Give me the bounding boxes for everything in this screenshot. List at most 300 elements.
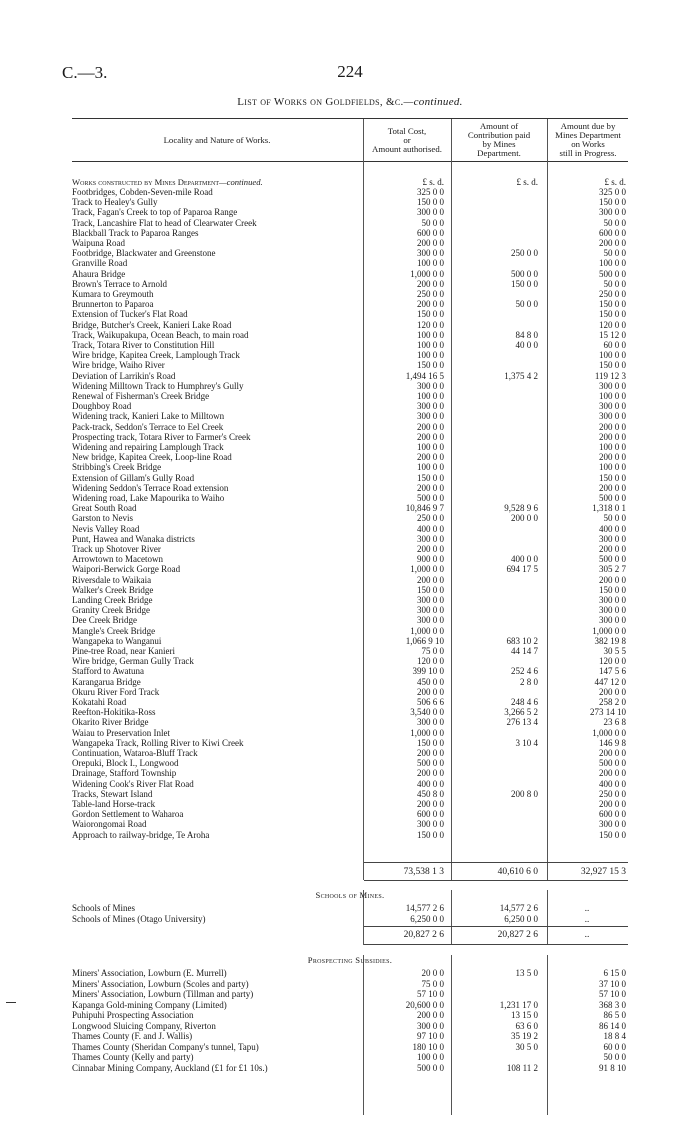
total-cost-cell: 400 0 0	[417, 778, 444, 789]
contribution-cell: 50 0 0	[515, 299, 538, 310]
locality-cell: Garston to Nevis	[72, 513, 133, 524]
section1-row	[72, 615, 628, 625]
contribution-cell: 44 14 7	[511, 646, 538, 656]
section1-row	[72, 483, 628, 493]
amount-due-cell: 50 0 0	[603, 1052, 626, 1062]
locality-cell: Widening Seddon's Terrace Road extension	[72, 482, 229, 493]
section3-row	[72, 1042, 628, 1052]
amount-due-cell: 100 0 0	[599, 442, 626, 452]
page-number: 224	[337, 62, 363, 81]
locality-cell: Gordon Settlement to Waharoa	[72, 809, 184, 820]
locality-cell: Track up Shotover River	[72, 544, 161, 554]
section3-row	[72, 1021, 628, 1031]
schools-total-contribution: 20,827 2 6	[497, 930, 538, 940]
amount-due-cell: 300 0 0	[599, 411, 626, 422]
total-cost-cell: 1,494 16 5	[405, 370, 444, 381]
locality-cell: Track, Lancashire Flat to head of Clearwater Creek	[72, 217, 257, 228]
locality-cell: Extension of Tucker's Flat Road	[72, 309, 188, 320]
locality-cell: Riversdale to Waikaia	[72, 574, 152, 585]
total-cost-cell: 150 0 0	[417, 360, 444, 371]
total-cost-cell: 20 0 0	[421, 968, 444, 978]
section1-row	[72, 666, 628, 676]
amount-due-cell: 200 0 0	[599, 452, 626, 463]
works-total-contribution: 40,610 6 0	[497, 867, 538, 877]
total-cost-cell: 100 0 0	[417, 442, 444, 452]
section1-row	[72, 677, 628, 687]
amount-due-cell: 50 0 0	[603, 217, 626, 228]
section1-row	[72, 626, 628, 636]
section1-row	[72, 228, 628, 238]
section1-row	[72, 340, 628, 350]
locality-cell: Footbridge, Blackwater and Greenstone	[72, 248, 216, 259]
total-cost-cell: 100 0 0	[417, 340, 444, 350]
amount-due-cell: 15 12 0	[599, 329, 626, 340]
amount-due-cell: 30 5 5	[603, 646, 626, 656]
section1-row	[72, 197, 628, 207]
contribution-cell: 40 0 0	[515, 340, 538, 350]
total-cost-cell: 120 0 0	[417, 656, 444, 667]
amount-due-cell: 200 0 0	[599, 421, 626, 432]
lsd-header-row	[72, 177, 628, 187]
section2-row	[72, 903, 628, 913]
section1-row	[72, 748, 628, 758]
total-cost-cell: 100 0 0	[417, 462, 444, 473]
locality-cell: Widening road, Lake Mapourika to Waiho	[72, 493, 225, 503]
amount-due-cell: 18 8 4	[603, 1031, 626, 1041]
amount-due-cell: 200 0 0	[599, 574, 626, 585]
locality-cell: Blackball Track to Paparoa Ranges	[72, 227, 199, 238]
total-cost-cell: 150 0 0	[417, 309, 444, 320]
total-cost-cell: 500 0 0	[417, 758, 444, 769]
contribution-cell: 250 0 0	[511, 248, 538, 259]
total-cost-cell: 200 0 0	[417, 482, 444, 493]
section3-row	[72, 1031, 628, 1041]
title-main: List of Works on Goldfields, &c.	[237, 96, 404, 108]
section1-row	[72, 646, 628, 656]
amount-due-cell: 50 0 0	[603, 248, 626, 259]
section1-row	[72, 422, 628, 432]
amount-due-cell: 147 5 6	[599, 666, 626, 677]
total-cost-cell: 1,000 0 0	[410, 625, 444, 636]
section1-row	[72, 728, 628, 738]
amount-due-cell: 250 0 0	[599, 289, 626, 299]
section1-row	[72, 564, 628, 574]
section3-row	[72, 989, 628, 999]
contribution-cell: 150 0 0	[511, 278, 538, 289]
total-cost-cell: 300 0 0	[417, 717, 444, 728]
amount-due-cell: 300 0 0	[599, 605, 626, 616]
section1-row	[72, 738, 628, 748]
section1-row	[72, 697, 628, 707]
total-cost-cell: 300 0 0	[417, 605, 444, 616]
locality-cell: Bridge, Butcher's Creek, Kanieri Lake Road	[72, 319, 232, 330]
amount-due-cell: 86 14 0	[599, 1020, 626, 1031]
contribution-cell: 9,528 9 6	[504, 503, 538, 514]
contribution-cell: 35 19 2	[511, 1031, 538, 1041]
total-cost-cell: 200 0 0	[417, 238, 444, 248]
lsd-header: £ s. d.	[604, 177, 626, 187]
total-cost-cell: 100 0 0	[417, 391, 444, 401]
total-cost-cell: 97 10 0	[417, 1031, 444, 1041]
section3-row	[72, 1052, 628, 1062]
locality-cell: New bridge, Kapitea Creek, Loop-line Road	[72, 452, 232, 463]
locality-cell: Pack-track, Seddon's Terrace to Eel Creek	[72, 421, 224, 432]
amount-due-cell: 120 0 0	[599, 656, 626, 667]
section1-row	[72, 360, 628, 370]
section1-row	[72, 819, 628, 829]
amount-due-cell: 200 0 0	[599, 768, 626, 779]
locality-cell: Table-land Horse-track	[72, 799, 156, 809]
section1-row	[72, 207, 628, 217]
locality-cell: Footbridges, Cobden-Seven-mile Road	[72, 187, 213, 197]
locality-cell: Thames County (F. and J. Wallis)	[72, 1031, 193, 1041]
section1-row	[72, 758, 628, 768]
section1-row	[72, 432, 628, 442]
section1-row	[72, 779, 628, 789]
section1-row	[72, 799, 628, 809]
contribution-cell: 6,250 0 0	[504, 913, 538, 924]
locality-cell: Miners' Association, Lowburn (Tillman and party)	[72, 989, 254, 999]
contribution-cell: 200 8 0	[511, 788, 538, 799]
amount-due-cell: 500 0 0	[599, 493, 626, 503]
contribution-cell: 2 8 0	[520, 676, 538, 687]
title-continued: —continued.	[403, 96, 463, 108]
total-cost-cell: 3,540 0 0	[410, 707, 444, 718]
total-cost-cell: 180 10 0	[412, 1041, 444, 1052]
total-cost-cell: 200 0 0	[417, 544, 444, 554]
locality-cell: Stribbing's Creek Bridge	[72, 462, 162, 473]
total-cost-cell: 14,577 2 6	[405, 903, 444, 913]
total-cost-cell: 500 0 0	[417, 493, 444, 503]
total-cost-cell: 75 0 0	[421, 646, 444, 656]
section1-row	[72, 391, 628, 401]
locality-cell: Wire bridge, Waiho River	[72, 360, 165, 371]
section3-row	[72, 968, 628, 978]
amount-due-cell: 200 0 0	[599, 748, 626, 758]
locality-cell: Schools of Mines (Otago University)	[72, 913, 206, 924]
rule-schools-top	[364, 926, 628, 927]
locality-cell: Brunnerton to Paparoa	[72, 299, 154, 310]
total-cost-cell: 450 0 0	[417, 676, 444, 687]
amount-due-cell: 300 0 0	[599, 401, 626, 412]
amount-due-cell: 100 0 0	[599, 462, 626, 473]
amount-due-cell: 1,000 0 0	[592, 625, 626, 636]
section1-row	[72, 279, 628, 289]
locality-cell: Granville Road	[72, 258, 128, 269]
total-cost-cell: 399 10 0	[412, 666, 444, 677]
amount-due-cell: 300 0 0	[599, 207, 626, 218]
section1-row	[72, 238, 628, 248]
total-cost-cell: 1,000 0 0	[410, 268, 444, 279]
section1-row	[72, 462, 628, 472]
amount-due-cell: 200 0 0	[599, 686, 626, 697]
locality-cell: Kokatahi Road	[72, 697, 127, 707]
locality-cell: Doughboy Road	[72, 401, 132, 412]
total-cost-cell: 1,000 0 0	[410, 727, 444, 738]
locality-cell: Waipori-Berwick Gorge Road	[72, 564, 181, 575]
section1-row	[72, 269, 628, 279]
total-cost-cell: 200 0 0	[417, 768, 444, 779]
contribution-cell: 3,266 5 2	[504, 707, 538, 718]
contribution-cell: 63 6 0	[515, 1020, 538, 1031]
locality-cell: Cinnabar Mining Company, Auckland (£1 for £1 10s.)	[72, 1062, 268, 1073]
locality-cell: Wire bridge, German Gully Track	[72, 656, 194, 667]
page-title	[0, 96, 700, 108]
total-cost-cell: 200 0 0	[417, 1010, 444, 1020]
total-cost-cell: 10,846 9 7	[405, 503, 444, 514]
section1-row	[72, 442, 628, 452]
lsd-header: £ s. d.	[516, 177, 538, 187]
section1-row	[72, 524, 628, 534]
total-cost-cell: 300 0 0	[417, 533, 444, 544]
total-cost-cell: 120 0 0	[417, 319, 444, 330]
section1-row	[72, 789, 628, 799]
amount-due-cell: 1,000 0 0	[592, 727, 626, 738]
total-cost-cell: 450 8 0	[417, 788, 444, 799]
total-cost-cell: 200 0 0	[417, 686, 444, 697]
amount-due-cell: 150 0 0	[599, 584, 626, 595]
amount-due-cell: 300 0 0	[599, 819, 626, 830]
amount-due-cell: 91 8 10	[599, 1062, 626, 1073]
amount-due-cell: 120 0 0	[599, 319, 626, 330]
locality-cell: Waiau to Preservation Inlet	[72, 727, 170, 738]
total-cost-cell: 6,250 0 0	[410, 913, 444, 924]
amount-due-cell: 146 9 8	[599, 737, 626, 748]
total-cost-cell: 20,600 0 0	[405, 999, 444, 1010]
section1-row	[72, 452, 628, 462]
total-cost-cell: 1,000 0 0	[410, 564, 444, 575]
locality-cell: Kapanga Gold-mining Company (Limited)	[72, 999, 227, 1010]
section1-row	[72, 503, 628, 513]
total-cost-cell: 300 0 0	[417, 595, 444, 605]
amount-due-cell: 100 0 0	[599, 391, 626, 401]
section1-row	[72, 595, 628, 605]
total-cost-cell: 300 0 0	[417, 819, 444, 830]
locality-cell: Walker's Creek Bridge	[72, 584, 154, 595]
total-cost-cell: 150 0 0	[417, 584, 444, 595]
amount-due-cell: 273 14 10	[590, 707, 626, 718]
amount-due-cell: 258 2 0	[599, 697, 626, 707]
amount-due-cell: 250 0 0	[599, 788, 626, 799]
total-cost-cell: 300 0 0	[417, 1020, 444, 1031]
total-cost-cell: 200 0 0	[417, 574, 444, 585]
locality-cell: Mangle's Creek Bridge	[72, 625, 156, 636]
schools-total-due: ..	[584, 930, 590, 940]
amount-due-cell: 200 0 0	[599, 238, 626, 248]
section1-row	[72, 636, 628, 646]
contribution-cell: 400 0 0	[511, 554, 538, 565]
amount-due-cell: ..	[584, 913, 590, 924]
section1-row	[72, 656, 628, 666]
section1-row	[72, 585, 628, 595]
amount-due-cell: 150 0 0	[599, 829, 626, 840]
column-header	[72, 118, 628, 162]
amount-due-cell: 400 0 0	[599, 523, 626, 534]
total-cost-cell: 300 0 0	[417, 207, 444, 218]
locality-cell: Track to Healey's Gully	[72, 197, 158, 208]
total-cost-cell: 100 0 0	[417, 350, 444, 361]
locality-cell: Great South Road	[72, 503, 137, 514]
amount-due-cell: 200 0 0	[599, 799, 626, 809]
amount-due-cell: 6 15 0	[603, 968, 626, 978]
section1-row	[72, 707, 628, 717]
rule-total-top	[364, 862, 628, 863]
amount-due-cell: 50 0 0	[603, 513, 626, 524]
locality-cell: Miners' Association, Lowburn (Scoles and party)	[72, 978, 249, 989]
col-contribution: Amount of Contribution paid by Mines Department.	[467, 121, 531, 158]
amount-due-cell: 300 0 0	[599, 533, 626, 544]
section1-row	[72, 320, 628, 330]
total-cost-cell: 200 0 0	[417, 278, 444, 289]
section1-row	[72, 371, 628, 381]
section1-row	[72, 768, 628, 778]
locality-cell: Landing Creek Bridge	[72, 595, 153, 605]
amount-due-cell: 150 0 0	[599, 197, 626, 208]
total-cost-cell: 150 0 0	[417, 197, 444, 208]
col-amount-due: Amount due by Mines Department on Works still in Progress.	[555, 121, 621, 158]
contribution-cell: 694 17 5	[506, 564, 538, 575]
locality-cell: Wangapeka to Wanganui	[72, 635, 162, 646]
locality-cell: Stafford to Awatuna	[72, 666, 144, 677]
contribution-cell: 13 15 0	[511, 1010, 538, 1020]
total-cost-cell: 200 0 0	[417, 452, 444, 463]
amount-due-cell: 100 0 0	[599, 350, 626, 361]
locality-cell: Approach to railway-bridge, Te Aroha	[72, 829, 210, 840]
total-cost-cell: 250 0 0	[417, 513, 444, 524]
amount-due-cell: 60 0 0	[603, 340, 626, 350]
amount-due-cell: 200 0 0	[599, 482, 626, 493]
section1-row	[72, 411, 628, 421]
amount-due-cell: 325 0 0	[599, 187, 626, 197]
schools-total-row	[72, 929, 628, 941]
section-subsidies-heading: Prospecting Subsidies.	[307, 955, 393, 965]
locality-cell: Track, Totara River to Constitution Hill	[72, 340, 215, 350]
total-cost-cell: 900 0 0	[417, 554, 444, 565]
locality-cell: Longwood Sluicing Company, Riverton	[72, 1020, 216, 1031]
total-cost-cell: 300 0 0	[417, 615, 444, 626]
contribution-cell: 248 4 6	[511, 697, 538, 707]
amount-due-cell: 150 0 0	[599, 360, 626, 371]
works-total-due: 32,927 15 3	[580, 867, 626, 877]
locality-cell: Punt, Hawea and Wanaka districts	[72, 533, 195, 544]
amount-due-cell: 100 0 0	[599, 258, 626, 269]
section1-row	[72, 218, 628, 228]
locality-cell: Extension of Gillam's Gully Road	[72, 472, 195, 483]
amount-due-cell: 300 0 0	[599, 595, 626, 605]
section1-row	[72, 513, 628, 523]
locality-cell: Miners' Association, Lowburn (E. Murrell)	[72, 968, 227, 978]
total-cost-cell: 600 0 0	[417, 227, 444, 238]
contribution-cell: 108 11 2	[506, 1062, 538, 1073]
total-cost-cell: 500 0 0	[417, 1062, 444, 1073]
section1-row	[72, 830, 628, 840]
section1-row	[72, 248, 628, 258]
amount-due-cell: 400 0 0	[599, 778, 626, 789]
section1-row	[72, 330, 628, 340]
total-cost-cell: 400 0 0	[417, 523, 444, 534]
locality-cell: Puhipuhi Prospecting Association	[72, 1010, 194, 1020]
section1-row	[72, 554, 628, 564]
amount-due-cell: 500 0 0	[599, 268, 626, 279]
locality-cell: Okarito River Bridge	[72, 717, 149, 728]
locality-cell: Nevis Valley Road	[72, 523, 140, 534]
rule-total-bottom	[364, 880, 628, 881]
amount-due-cell: 200 0 0	[599, 544, 626, 554]
contribution-cell: 683 10 2	[506, 635, 538, 646]
section1-row	[72, 493, 628, 503]
total-cost-cell: 57 10 0	[417, 989, 444, 999]
locality-cell: Track, Waikupakupa, Ocean Beach, to main road	[72, 329, 249, 340]
amount-due-cell: 305 2 7	[599, 564, 626, 575]
section1-row	[72, 687, 628, 697]
section1-row	[72, 544, 628, 554]
amount-due-cell: 57 10 0	[599, 989, 626, 999]
section1-row	[72, 309, 628, 319]
amount-due-cell: 150 0 0	[599, 472, 626, 483]
rule-schools-bottom	[364, 944, 628, 945]
locality-cell: Waiorongomai Road	[72, 819, 147, 830]
col-total-cost: Total Cost, or Amount authorised.	[372, 125, 442, 154]
locality-cell: Prospecting track, Totara River to Farmer's Creek	[72, 431, 251, 442]
section-schools-heading: Schools of Mines.	[315, 890, 385, 900]
amount-due-cell: 119 12 3	[594, 370, 626, 381]
total-cost-cell: 506 6 6	[417, 697, 444, 707]
amount-due-cell: 382 19 8	[594, 635, 626, 646]
total-cost-cell: 100 0 0	[417, 1052, 444, 1062]
schools-total-cost: 20,827 2 6	[403, 930, 444, 940]
amount-due-cell: ..	[584, 903, 590, 913]
total-cost-cell: 600 0 0	[417, 809, 444, 820]
amount-due-cell: 300 0 0	[599, 615, 626, 626]
locality-cell: Widening and repairing Lamplough Track	[72, 442, 224, 452]
total-cost-cell: 300 0 0	[417, 248, 444, 259]
locality-cell: Ahaura Bridge	[72, 268, 126, 279]
section1-row	[72, 299, 628, 309]
contribution-cell: 500 0 0	[511, 268, 538, 279]
report-code: C.—3.	[62, 63, 108, 82]
section3-row	[72, 979, 628, 989]
locality-cell: Kumara to Greymouth	[72, 289, 154, 299]
contribution-cell: 30 5 0	[515, 1041, 538, 1052]
total-cost-cell: 200 0 0	[417, 421, 444, 432]
locality-cell: Thames County (Sheridan Company's tunnel, Tapu)	[72, 1041, 259, 1052]
section3-row	[72, 1063, 628, 1073]
section3-row	[72, 1000, 628, 1010]
section1-row	[72, 809, 628, 819]
contribution-cell: 1,375 4 2	[504, 370, 538, 381]
contribution-cell: 252 4 6	[511, 666, 538, 677]
locality-cell: Okuru River Ford Track	[72, 686, 160, 697]
locality-cell: Wangapeka Track, Rolling River to Kiwi Creek	[72, 737, 244, 748]
section1-row	[72, 575, 628, 585]
section2-row	[72, 914, 628, 924]
locality-cell: Granity Creek Bridge	[72, 605, 150, 616]
total-cost-cell: 200 0 0	[417, 799, 444, 809]
contribution-cell: 3 10 4	[515, 737, 538, 748]
section1-row	[72, 350, 628, 360]
amount-due-cell: 86 5 0	[603, 1010, 626, 1020]
lsd-header: £ s. d.	[422, 177, 444, 187]
amount-due-cell: 150 0 0	[599, 309, 626, 320]
locality-cell: Track, Fagan's Creek to top of Paparoa Range	[72, 207, 238, 218]
section1-row	[72, 289, 628, 299]
locality-cell: Continuation, Wataroa-Bluff Track	[72, 748, 198, 758]
locality-cell: Widening Milltown Track to Humphrey's Gully	[72, 380, 244, 391]
total-cost-cell: 100 0 0	[417, 329, 444, 340]
locality-cell: Brown's Terrace to Arnold	[72, 278, 168, 289]
locality-cell: Orepuki, Block I., Longwood	[72, 758, 179, 769]
section1-row	[72, 534, 628, 544]
